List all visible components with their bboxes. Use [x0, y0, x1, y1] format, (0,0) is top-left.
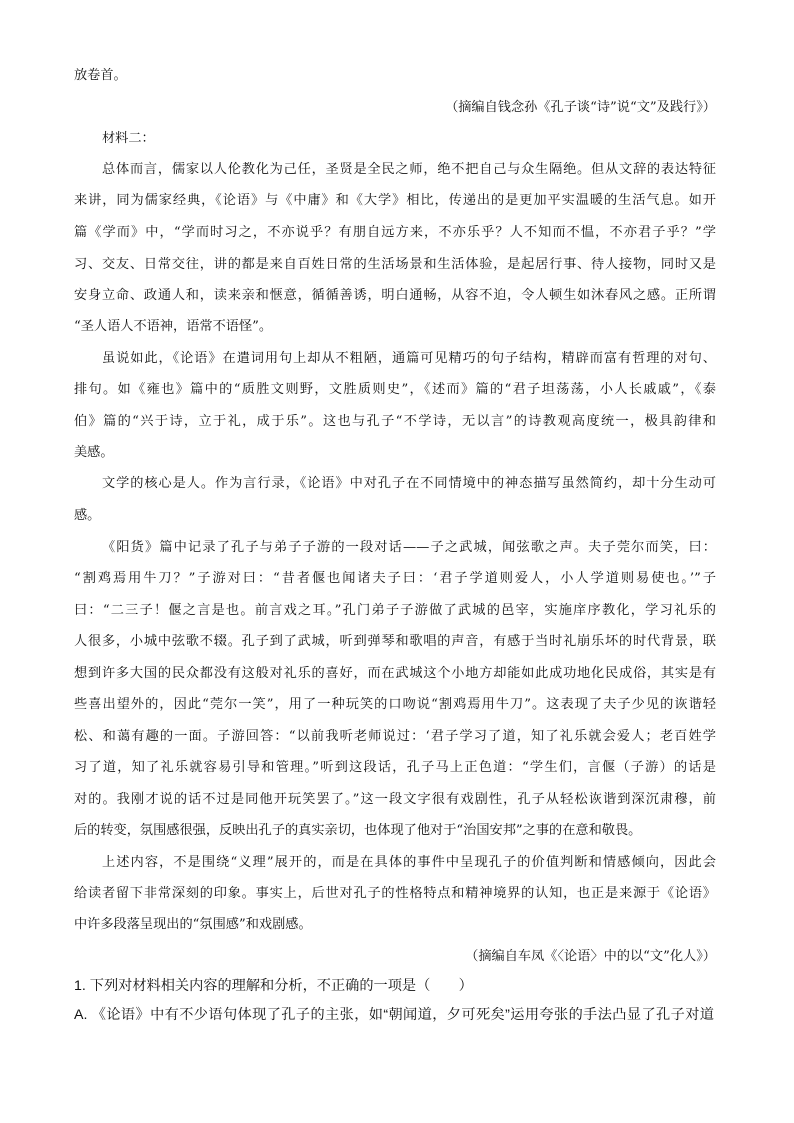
text-line: 习了道，知了礼乐就容易引导和管理。”听到这段话，孔子马上正色道：“学生们，言偃（子游）的话是 — [74, 760, 716, 775]
text-line: 总体而言，儒家以人伦教化为己任，圣贤是全民之师，绝不把自己与众生隔绝。但从文辞的表达特征 — [102, 162, 716, 177]
text-line: 美感。 — [74, 445, 114, 460]
text-line: 安身立命、政通人和，读来亲和惬意，循循善诱，明白通畅，从容不迫，令人顿生如沐春风之感。正所谓 — [74, 288, 716, 303]
text-line: 排句。如《雍也》篇中的“质胜文则野，文胜质则史”，《述而》篇的“君子坦荡荡，小人长戚戚”，《泰 — [74, 382, 716, 397]
text-line: “割鸡焉用牛刀？”子游对曰：“昔者偃也闻诸夫子曰：‘君子学道则爱人，小人学道则易使也。’”子 — [74, 571, 716, 586]
question-stem: 1. 下列对材料相关内容的理解和分析，不正确的一项是（ ） — [74, 978, 473, 994]
text-line: 曰：“二三子！偃之言是也。前言戏之耳。”孔门弟子子游做了武城的邑宰，实施庠序教化，学习礼乐的 — [74, 603, 716, 618]
text-line: 来讲，同为儒家经典，《论语》与《中庸》和《大学》相比，传递出的是更加平实温暖的生活气息。如开 — [74, 193, 716, 208]
text-line: 些喜出望外的，因此“莞尔一笑”，用了一种玩笑的口吻说“割鸡焉用牛刀”。这表现了夫子少见的诙谐轻 — [74, 697, 716, 712]
text-line: 人很多，小城中弦歌不辍。孔子到了武城，听到弹琴和歌唱的声音，有感于当时礼崩乐坏的时代背景，联 — [74, 634, 716, 649]
source-citation: （摘编自钱念孙《孔子谈“诗”说“文”及践行》） — [445, 100, 716, 115]
text-line: 给读者留下非常深刻的印象。事实上，后世对孔子的性格特点和精神境界的认知，也正是来源于《论语》 — [74, 886, 716, 901]
text-line: 伯》篇的“兴于诗，立于礼，成于乐”。这也与孔子“不学诗，无以言”的诗教观高度统一，极具韵律和 — [74, 414, 716, 429]
text-line: 文学的核心是人。作为言行录，《论语》中对孔子在不同情境中的神态描写虽然简约，却十分生动可 — [102, 476, 716, 491]
text-line: 篇《学而》中，“学而时习之，不亦说乎？有朋自远方来，不亦乐乎？人不知而不愠，不亦君子乎？”学 — [74, 225, 716, 240]
text-line: 后的转变，氛围感很强，反映出孔子的真实亲切，也体现了他对于“治国安邦”之事的在意和敬畏。 — [74, 823, 642, 838]
section-heading: 材料二： — [102, 131, 155, 146]
text-line: 想到许多大国的民众都没有这般对礼乐的喜好，而在武城这个小地方却能如此成功地化民成俗，其实是有 — [74, 666, 716, 681]
option-a: A. 《论语》中有不少语句体现了孔子的主张，如“朝闻道，夕可死矣”运用夸张的手法凸显了孔子对道 — [74, 1007, 714, 1023]
text-line: 虽说如此，《论语》在遣词用句上却从不粗陋，通篇可见精巧的句子结构，精辟而富有哲理的对句、 — [102, 351, 716, 366]
text-line: 松、和蔼有趣的一面。子游回答：“以前我听老师说过：‘君子学习了道，知了礼乐就会爱人；老百姓学 — [74, 729, 716, 744]
text-line: 感。 — [74, 508, 101, 523]
text-line: 对的。我刚才说的话不过是同他开玩笑罢了。”这一段文字很有戏剧性，孔子从轻松诙谐到深沉肃穆，前 — [74, 792, 716, 807]
text-line: “圣人语人不语神，语常不语怪”。 — [74, 319, 273, 334]
text-line: 《阳货》篇中记录了孔子与弟子子游的一段对话——子之武城，闻弦歌之声。夫子莞尔而笑，曰： — [102, 540, 716, 555]
text-line: 放卷首。 — [74, 68, 127, 83]
source-citation: （摘编自车凤《〈论语〉中的以“文”化人》） — [465, 949, 716, 964]
text-line: 上述内容，不是围绕“义理”展开的，而是在具体的事件中呈现孔子的价值判断和情感倾向，因此会 — [102, 855, 716, 870]
text-line: 中许多段落呈现出的“氛围感”和戏剧感。 — [74, 917, 312, 932]
text-line: 习、交友、日常交往，讲的都是来自百姓日常的生活场景和生活体验，是起居行事、待人接物，同时又是 — [74, 257, 716, 272]
